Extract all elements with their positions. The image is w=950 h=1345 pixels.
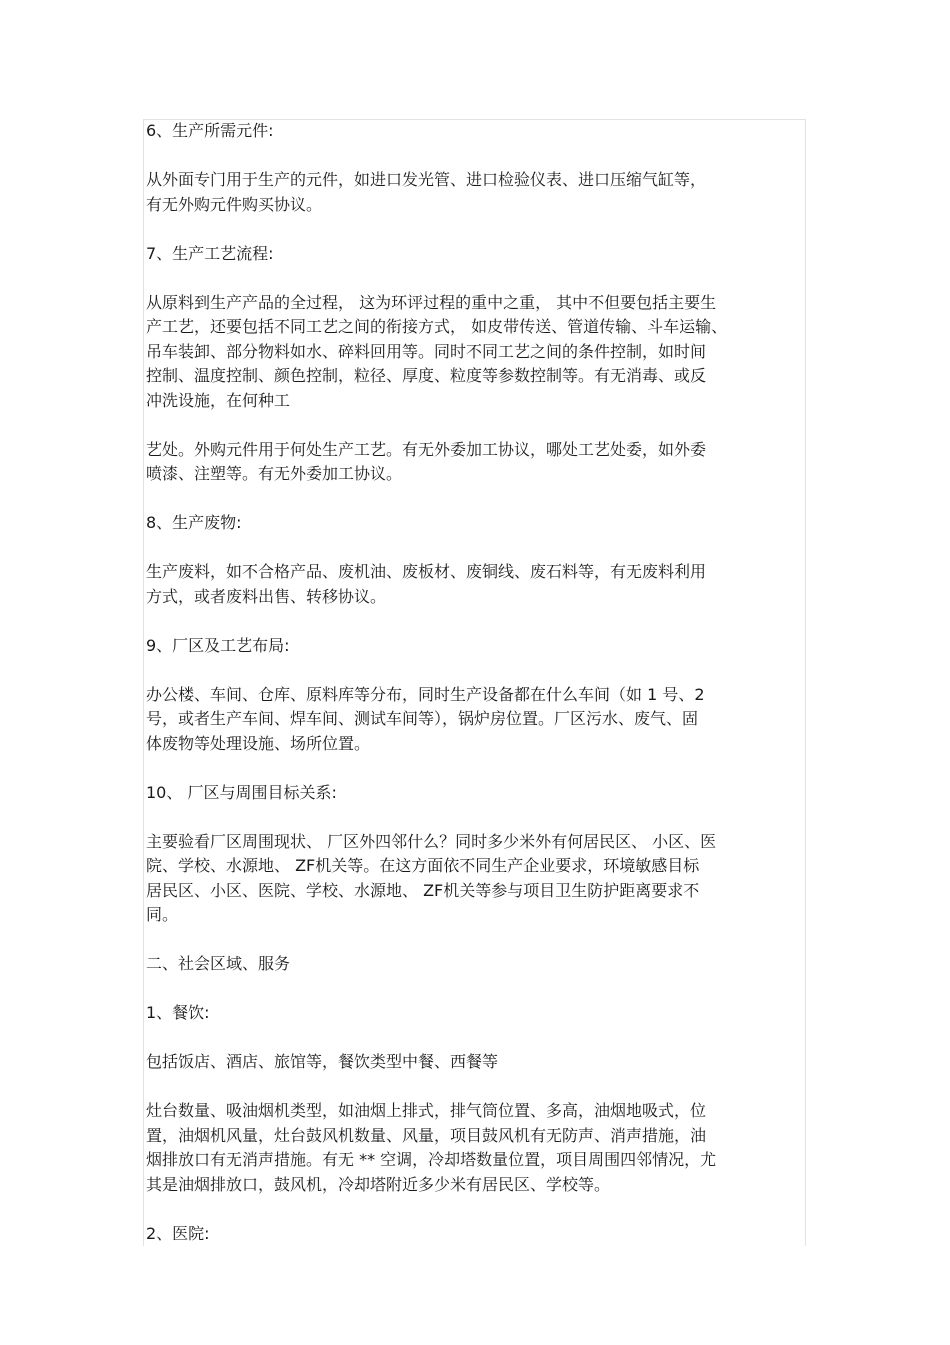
paragraph-waste <box>146 560 810 609</box>
text-line: 喷漆、注塑等。有无外委加工协议。 <box>146 464 403 483</box>
text-line: 体废物等处理设施、场所位置。 <box>146 733 371 753</box>
text-line: 其是油烟排放口，鼓风机，冷却塔附近多少米有居民区、学校等。 <box>146 1174 611 1194</box>
text-line: 7、生产工艺流程: <box>146 243 274 263</box>
text-line: 二、社会区域、服务 <box>146 954 291 973</box>
text-line: 从外面专门用于生产的元件，如进口发光管、进口检验仪表、进口压缩气缸等， <box>146 170 707 189</box>
paragraph-catering-equipment <box>146 1099 810 1197</box>
text-line: 同。 <box>146 905 179 924</box>
heading-components <box>146 119 810 144</box>
heading-waste <box>146 511 810 536</box>
heading-process-flow <box>146 242 810 267</box>
paragraph-components <box>146 168 810 217</box>
paragraph-catering-types <box>146 1050 810 1075</box>
text-line: 2、医院: <box>146 1223 210 1243</box>
text-line: 1、餐饮: <box>146 1003 210 1022</box>
text-line: 居民区、小区、医院、学校、水源地、 ZF机关等参与项目卫生防护距离要求不 <box>146 880 700 900</box>
text-line: 吊车装卸、部分物料如水、碎料回用等。同时不同工艺之间的条件控制，如时间 <box>146 341 707 361</box>
heading-hospital <box>146 1222 810 1247</box>
document-body <box>146 119 810 1246</box>
heading-catering <box>146 1001 810 1026</box>
text-line: 9、厂区及工艺布局: <box>146 635 290 655</box>
paragraph-surroundings <box>146 830 810 928</box>
text-line: 院、学校、水源地、 ZF机关等。在这方面依不同生产企业要求，环境敏感目标 <box>146 856 700 875</box>
text-line: 烟排放口有无消声措施。有无 ** 空调，冷却塔数量位置，项目周围四邻情况，尤 <box>146 1150 717 1169</box>
text-line: 艺处。外购元件用于何处生产工艺。有无外委加工协议，哪处工艺处委，如外委 <box>146 439 707 459</box>
text-line: 8、生产废物: <box>146 513 242 532</box>
text-line: 办公楼、车间、仓库、原料库等分布，同时生产设备都在什么车间（如 1 号、2 <box>146 684 705 704</box>
heading-surroundings <box>146 781 810 806</box>
text-line: 主要验看厂区周围现状、 厂区外四邻什么？同时多少米外有何居民区、 小区、医 <box>146 831 717 851</box>
text-line: 从原料到生产产品的全过程， 这为环评过程的重中之重， 其中不但要包括主要生 <box>146 292 717 312</box>
text-line: 有无外购元件购买协议。 <box>146 194 323 214</box>
text-line: 置，油烟机风量，灶台鼓风机数量、风量，项目鼓风机有无防声、消声措施，油 <box>146 1125 707 1145</box>
text-line: 产工艺，还要包括不同工艺之间的衔接方式， 如皮带传送、管道传输、斗车运输、 <box>146 317 728 336</box>
paragraph-outsourcing <box>146 438 810 487</box>
text-line: 方式，或者废料出售、转移协议。 <box>146 586 387 606</box>
heading-social-services <box>146 952 810 977</box>
text-line: 冲洗设施，在何种工 <box>146 390 291 410</box>
text-line: 生产废料，如不合格产品、废机油、废板材、废铜线、废石料等，有无废料利用 <box>146 562 707 581</box>
paragraph-process-flow <box>146 291 810 414</box>
text-line: 控制、温度控制、颜色控制，粒径、厚度、粒度等参数控制等。有无消毒、或反 <box>146 366 707 385</box>
text-line: 灶台数量、吸油烟机类型，如油烟上排式，排气筒位置、多高，油烟地吸式，位 <box>146 1101 707 1120</box>
paragraph-layout <box>146 683 810 757</box>
text-line: 10、 厂区与周围目标关系: <box>146 782 337 802</box>
text-line: 包括饭店、酒店、旅馆等，餐饮类型中餐、西餐等 <box>146 1052 499 1071</box>
heading-layout <box>146 634 810 659</box>
text-line: 6、生产所需元件: <box>146 121 274 140</box>
text-line: 号，或者生产车间、焊车间、测试车间等），锅炉房位置。厂区污水、废气、固 <box>146 709 699 728</box>
